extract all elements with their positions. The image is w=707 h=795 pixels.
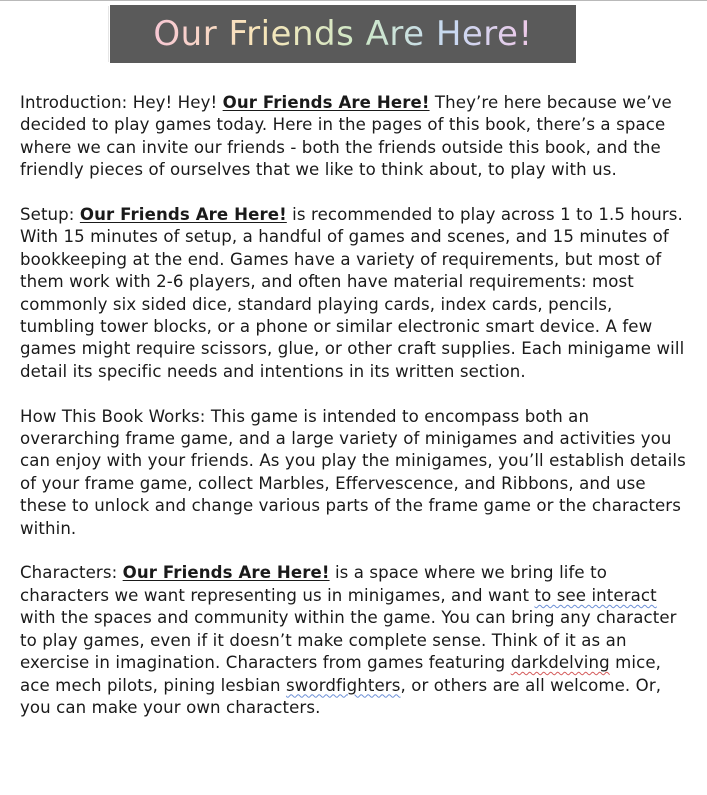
characters-body-1: is a space where we bring life to characters we want representing us in minigames, and want xyxy=(20,563,607,605)
paragraph-setup xyxy=(20,204,690,383)
intro-lead: Introduction: Hey! Hey! xyxy=(20,93,223,112)
page-top-rule xyxy=(0,0,707,1)
book-title-link: Our Friends Are Here! xyxy=(79,205,287,225)
book-title-link: Our Friends Are Here! xyxy=(222,93,430,112)
spelling-error[interactable]: darkdelving xyxy=(510,653,610,673)
characters-lead: Characters: xyxy=(20,563,123,583)
characters-body-3: mice, ace mech pilots, pining lesbian xyxy=(20,653,662,695)
paragraph-characters xyxy=(20,562,690,719)
characters-body-2: with the spaces and community within the game. You can bring any character to play games, even if it doesn’t make complete sense. Think of it as an exercise in imagination. Characters from games featuring xyxy=(20,608,677,673)
how-body: How This Book Works: This game is intended to encompass both an overarching frame game, and a large variety of minigames and activities you can enjoy with your friends. As you play the minigames, you’ll establish details of your frame game, collect Marbles, Effervescence, and Ribbons, and use these to unlock and change various parts of the frame game or the characters within. xyxy=(20,406,686,538)
setup-lead: Setup: xyxy=(20,205,80,225)
characters-body-4: , or others are all welcome. Or, you can make your own characters. xyxy=(20,675,662,717)
spelling-suggestion[interactable]: swordfighters xyxy=(286,675,401,695)
grammar-suggestion[interactable]: to see interact xyxy=(534,585,657,605)
setup-body: is recommended to play across 1 to 1.5 hours. With 15 minutes of setup, a handful of games and scenes, and 15 minutes of bookkeeping at the end. Games have a variety of requirements, but most of them work with 2-6 players, and often have material requirements: most commonly six sided dice, standard playing cards, index cards, pencils, tumbling tower blocks, or a phone or similar electronic smart device. A few games might require scissors, glue, or other craft supplies. Each minigame will detail its specific needs and intentions in its written section. xyxy=(20,205,685,381)
document-title: Our Friends Are Here! xyxy=(153,14,533,54)
paragraph-how-this-book-works xyxy=(20,406,690,540)
text-cursor xyxy=(108,6,109,62)
title-banner xyxy=(110,5,576,63)
intro-body: They’re here because we’ve decided to play games today. Here in the pages of this book, there’s a space where we can invite our friends - both the friends outside this book, and the friendly pieces of ourselves that we like to think about, to play with us. xyxy=(20,93,672,180)
book-title-link: Our Friends Are Here! xyxy=(122,563,330,583)
document-body[interactable] xyxy=(20,92,690,742)
paragraph-introduction xyxy=(20,92,690,182)
